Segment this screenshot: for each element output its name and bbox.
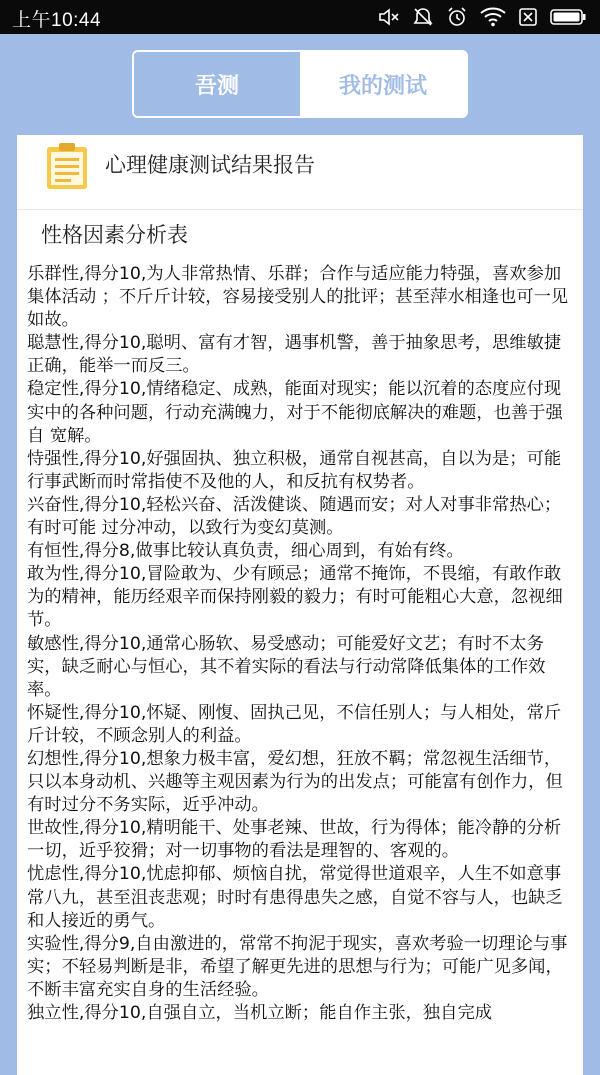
result-item: 乐群性,得分10,为人非常热情、乐群；合作与适应能力特强，喜欢参加集体活动 ；不斤斤计较，容易接受别人的批评；甚至萍水相逢也可一见如故。: [27, 264, 569, 331]
result-item: 独立性,得分10,自强自立，当机立断；能自作主张，独自完成: [27, 1003, 493, 1023]
alarm-icon: [446, 6, 468, 28]
report-title: 心理健康测试结果报告: [105, 153, 315, 177]
divider: [17, 209, 583, 210]
result-item: 兴奋性,得分10,轻松兴奋、活泼健谈、随遇而安；对人对事非常热心；有时可能 过分冲动，以致行为变幻莫测。: [27, 494, 562, 539]
section-title: 性格因素分析表: [41, 223, 188, 247]
tab-bar: [132, 50, 468, 118]
header: [0, 34, 600, 135]
clipboard-icon: [45, 141, 89, 195]
result-item: 敢为性,得分10,冒险敢为、少有顾忌；通常不掩饰，不畏缩，有敢作敢为的精神，能历经艰辛而保持刚毅的毅力；有时可能粗心大意，忽视细节。: [27, 564, 563, 631]
result-item: 幻想性,得分10,想象力极丰富，爱幻想，狂放不羁；常忽视生活细节，只以本身动机、兴趣等主观因素为行为的出发点；可能富有创作力，但有时过分不务实际，近乎冲动。: [27, 748, 563, 816]
alarm-off-icon: [412, 6, 434, 28]
tab-wuce[interactable]: 吾测: [134, 52, 300, 116]
result-item: 稳定性,得分10,情绪稳定、成熟，能面对现实；能以沉着的态度应付现实中的各种问题，行动充满魄力，对于不能彻底解决的难题，也善于强自 宽解。: [27, 379, 563, 446]
report-header: [17, 135, 583, 209]
battery-icon: [550, 8, 586, 26]
result-item: 有恒性,得分8,做事比较认真负责，细心周到，有始有终。: [27, 541, 464, 562]
result-item: 聪慧性,得分10,聪明、富有才智，遇事机警，善于抽象思考，思维敏捷正确，能举一而反三。: [27, 333, 562, 377]
tab-my-tests[interactable]: 我的测试: [300, 52, 466, 116]
status-bar: [0, 0, 600, 34]
result-item: 世故性,得分10,精明能干、处事老辣、世故，行为得体；能冷静的分析一切，近乎狡猾；对一切事物的看法是理智的、客观的。: [27, 818, 562, 862]
result-item: 敏感性,得分10,通常心肠软、易受感动；可能爱好文艺；有时不太务实，缺乏耐心与恒心，其不着实际的看法与行动常降低集体的工作效率。: [27, 633, 546, 700]
result-item: 恃强性,得分10,好强固执、独立积极，通常自视甚高，自以为是；可能行事武断而时常指使不及他的人，和反抗有权势者。: [27, 448, 562, 492]
results-list: [27, 263, 575, 1025]
result-item: 怀疑性,得分10,怀疑、刚愎、固执己见，不信任别人；与人相处，常斤斤计较，不顾念别人的利益。: [27, 702, 562, 746]
result-item: 实验性,得分9,自由激进的，常常不拘泥于现实，喜欢考验一切理论与事实；不轻易判断是非，希望了解更先进的思想与行为；可能广见多闻，不断丰富充实自身的生活经验。: [27, 933, 568, 1000]
report-card: [17, 135, 583, 1075]
status-icons: [378, 6, 586, 28]
status-time: 上午10:44: [12, 10, 102, 31]
wifi-icon: [480, 7, 506, 27]
sim-off-icon: [518, 7, 538, 27]
result-item: 忧虑性,得分10,忧虑抑郁、烦恼自扰，常觉得世道艰辛，人生不如意事常八九，甚至沮丧悲观；时时有患得患失之感，自觉不容与人，也缺乏和人接近的勇气。: [27, 864, 563, 931]
mute-icon: [378, 7, 400, 27]
